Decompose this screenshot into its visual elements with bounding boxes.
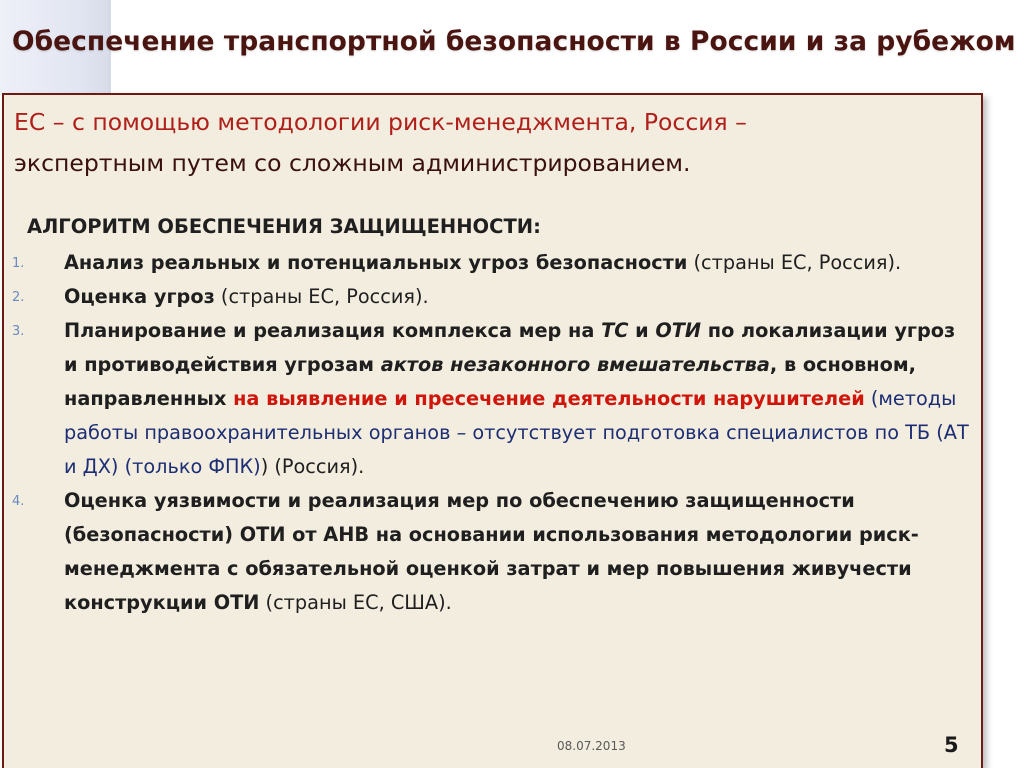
list-item [4, 484, 969, 620]
slide-title: Обеспечение транспортной безопасности в России и за рубежом [12, 26, 1016, 57]
intro-part-1: ЕС – с помощью методологии риск-менеджмента, Россия – [14, 108, 747, 136]
item-bold-text: Планирование и реализация комплекса мер на [64, 319, 602, 342]
item-bold-text: , в основном, направленных [64, 353, 916, 410]
item-number: 2. [12, 290, 25, 305]
item-bold-italic-text: ТС [601, 319, 629, 342]
item-number: 3. [12, 324, 25, 339]
list-item [4, 314, 969, 484]
item-bold-text: и [628, 319, 656, 342]
page-number: 5 [944, 733, 959, 757]
algorithm-heading: АЛГОРИТМ ОБЕСПЕЧЕНИЯ ЗАЩИЩЕННОСТИ: [27, 215, 541, 238]
item-number: 1. [12, 256, 25, 271]
footer-date: 08.07.2013 [557, 739, 626, 753]
item-bold-text: Оценка уязвимости и реализация мер по обеспечению защищенности (безопасности) ОТИ от АНВ на основании использования методологии риск-менеджмента с обязательной оценкой затрат и мер повышения живучести конструкции ОТИ [64, 489, 919, 614]
item-bold-text: по локализации угроз и противодействия угрозам [64, 319, 956, 376]
list-item [4, 246, 969, 280]
item-number: 4. [12, 494, 25, 509]
item-normal-text: (страны ЕС, США). [259, 591, 452, 614]
content-panel [2, 93, 983, 768]
item-note-text: (методы работы правоохранительных органов – отсутствует подготовка специалистов по ТБ (АТ и ДХ) (только ФПК) [64, 387, 969, 478]
algorithm-list [4, 246, 969, 620]
intro-text [14, 102, 974, 184]
item-bold-italic-text: ОТИ [655, 319, 702, 342]
item-bold-text: Анализ реальных и потенциальных угроз безопасности [64, 251, 688, 274]
item-bold-italic-text: актов незаконного вмешательства [380, 353, 770, 376]
item-normal-text: ) (Россия). [260, 455, 365, 478]
item-normal-text: (страны ЕС, Россия). [214, 285, 429, 308]
intro-part-2: экспертным путем со сложным администрированием. [14, 149, 691, 177]
item-bold-text: Оценка угроз [64, 285, 215, 308]
item-highlight-text: на выявление и пресечение деятельности нарушителей [233, 387, 865, 410]
item-normal-text: (страны ЕС, Россия). [687, 251, 902, 274]
list-item [4, 280, 969, 314]
